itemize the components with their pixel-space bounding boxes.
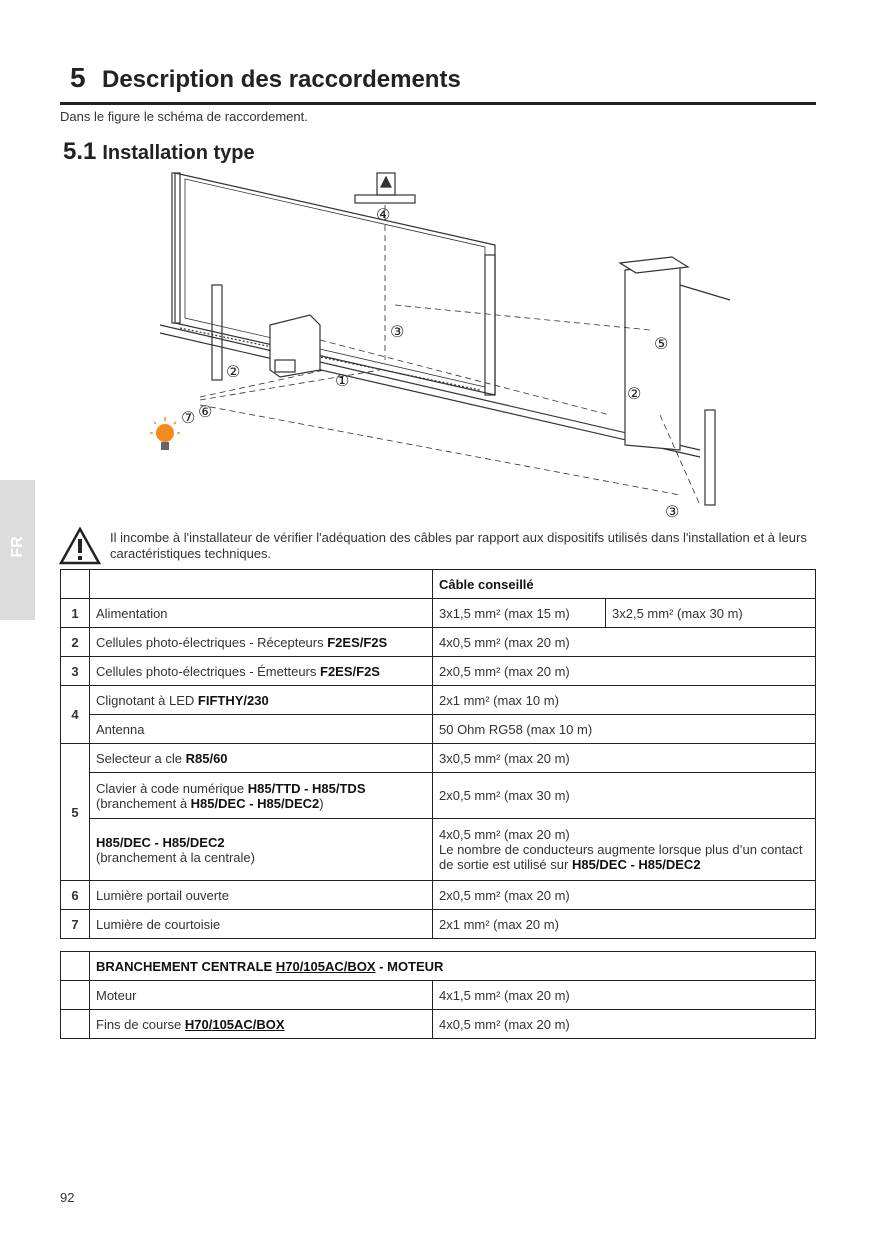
cable-table <box>60 569 816 939</box>
table-header-row <box>61 570 816 599</box>
subsection-title: Installation type <box>102 142 255 164</box>
subsection-number: 5.1 <box>63 138 97 165</box>
subsection-heading <box>63 138 255 166</box>
label-6: ⑥ <box>198 402 213 421</box>
table-row: Clavier à code numérique H85/TTD - H85/TDS (branchement à H85/DEC - H85/DEC2) 2x0,5 mm² (max 30 m) <box>61 773 816 819</box>
table-row: 3 Cellules photo-électriques - Émetteurs F2ES/F2S 2x0,5 mm² (max 20 m) <box>61 657 816 686</box>
motor-table <box>60 951 816 1039</box>
warning-icon <box>59 527 101 565</box>
courtesy-lamp-icon <box>150 417 180 450</box>
section-number: 5 <box>70 62 86 93</box>
label-4: ④ <box>376 205 391 224</box>
label-2b: ② <box>627 384 642 403</box>
table-header: Câble conseillé <box>433 570 816 599</box>
section-intro: Dans le figure le schéma de raccordement. <box>60 109 308 124</box>
table-row: 6 Lumière portail ouverte 2x0,5 mm² (max 20 m) <box>61 881 816 910</box>
label-1: ① <box>335 371 350 390</box>
label-7: ⑦ <box>181 408 196 427</box>
label-3a: ③ <box>390 322 405 341</box>
installation-diagram <box>140 165 740 525</box>
table-row: 1 Alimentation 3x1,5 mm² (max 15 m) 3x2,5 mm² (max 30 m) <box>61 599 816 628</box>
warning-text: Il incombe à l'installateur de vérifier l'adéquation des câbles par rapport aux dispositifs utilisés dans l'installation et à leurs caractéristiques techniques. <box>110 530 807 561</box>
table-row: 2 Cellules photo-électriques - Récepteurs F2ES/F2S 4x0,5 mm² (max 20 m) <box>61 628 816 657</box>
photocell-post-right <box>705 410 715 505</box>
table-row: 7 Lumière de courtoisie 2x1 mm² (max 20 m) <box>61 910 816 939</box>
table-header-row: BRANCHEMENT CENTRALE H70/105AC/BOX - MOTEUR <box>61 952 816 981</box>
gate-panel <box>175 173 495 395</box>
page-number: 92 <box>60 1190 75 1205</box>
section-heading <box>60 60 816 105</box>
label-2a: ② <box>226 362 241 381</box>
table-row: Antenna 50 Ohm RG58 (max 10 m) <box>61 715 816 744</box>
label-5: ⑤ <box>654 334 669 353</box>
table-row: Moteur 4x1,5 mm² (max 20 m) <box>61 981 816 1010</box>
table-row: Fins de course H70/105AC/BOX 4x0,5 mm² (max 20 m) <box>61 1010 816 1039</box>
pillar <box>625 265 680 450</box>
section-title: Description des raccordements <box>102 66 461 93</box>
label-3b: ③ <box>665 502 680 521</box>
language-tab <box>0 480 35 620</box>
table-row: 5 Selecteur a cle R85/60 3x0,5 mm² (max 20 m) <box>61 744 816 773</box>
table-row: 4 Clignotant à LED FIFTHY/230 2x1 mm² (max 10 m) <box>61 686 816 715</box>
table-row: H85/DEC - H85/DEC2 (branchement à la centrale) 4x0,5 mm² (max 20 m) Le nombre de conducteurs augmente lorsque plus d’un contact de sortie est utilisé sur H85/DEC - H85/DEC2 <box>61 819 816 881</box>
language-tab-label: FR <box>9 536 26 558</box>
